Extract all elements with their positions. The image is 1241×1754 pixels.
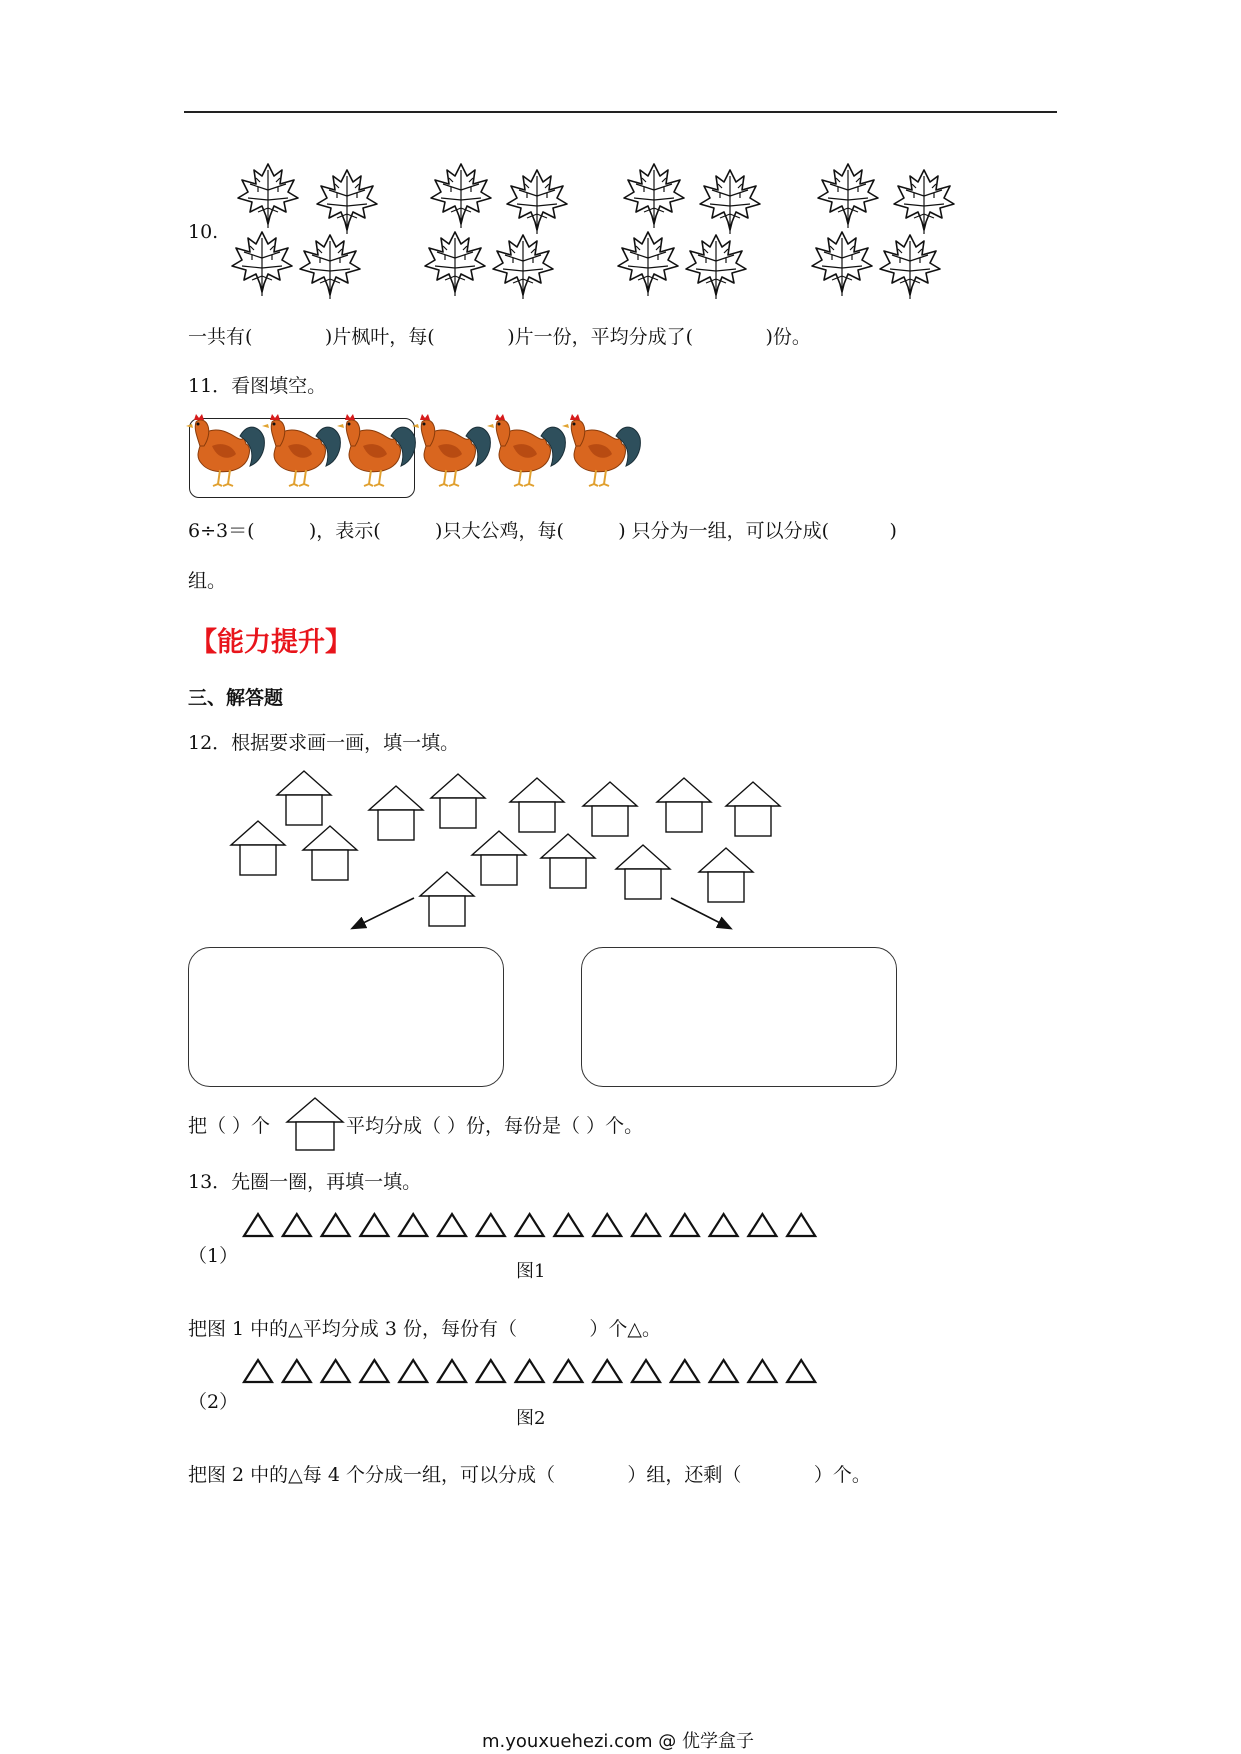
- footer-watermark: m.youxuehezi.com @ 优学盒子: [482, 1731, 755, 1752]
- fig1-caption: 图1: [516, 1261, 546, 1282]
- triangle-shape: [283, 1360, 311, 1382]
- triangle-shape: [438, 1360, 466, 1382]
- q12-sentence-post: 平均分成（ ）份，每份是（ ）个。: [346, 1115, 644, 1137]
- triangle-shape: [516, 1360, 544, 1382]
- q11-title: 11．看图填空。: [188, 375, 327, 397]
- q11-line1: 6÷3＝( )，表示( )只大公鸡，每( ) 只分为一组，可以分成( ): [188, 520, 897, 542]
- triangle-shape: [360, 1360, 388, 1382]
- triangle-shape: [748, 1360, 776, 1382]
- triangle-shape: [593, 1360, 621, 1382]
- triangle-shape: [671, 1360, 699, 1382]
- triangle-shape: [710, 1360, 738, 1382]
- section-ability-heading: 【能力提升】: [190, 627, 352, 658]
- triangle-shape: [399, 1360, 427, 1382]
- q13-part2-text: 把图 2 中的△每 4 个分成一组，可以分成（ ）组，还剩（ ）个。: [188, 1464, 871, 1486]
- q13-part1-label: （1）: [188, 1245, 239, 1267]
- triangle-shape: [244, 1360, 272, 1382]
- q12-title: 12．根据要求画一画，填一填。: [188, 732, 460, 754]
- q10-sentence: 一共有( )片枫叶，每( )片一份，平均分成了( )份。: [188, 326, 811, 348]
- section-three-heading: 三、解答题: [188, 687, 284, 709]
- q13-part2-label: （2）: [188, 1391, 239, 1413]
- q11-line2: 组。: [188, 570, 227, 592]
- fig2-caption: 图2: [516, 1408, 546, 1429]
- triangle-shape: [554, 1360, 582, 1382]
- triangle-shape: [477, 1360, 505, 1382]
- q12-sentence-pre: 把（ ）个: [188, 1115, 271, 1137]
- triangle-shape: [787, 1360, 815, 1382]
- q10-number: 10.: [188, 221, 219, 243]
- q13-part1-text: 把图 1 中的△平均分成 3 份，每份有（ ）个△。: [188, 1318, 662, 1340]
- triangle-shape: [632, 1360, 660, 1382]
- triangle-shape: [322, 1360, 350, 1382]
- q13-title: 13．先圈一圈，再填一填。: [188, 1171, 422, 1193]
